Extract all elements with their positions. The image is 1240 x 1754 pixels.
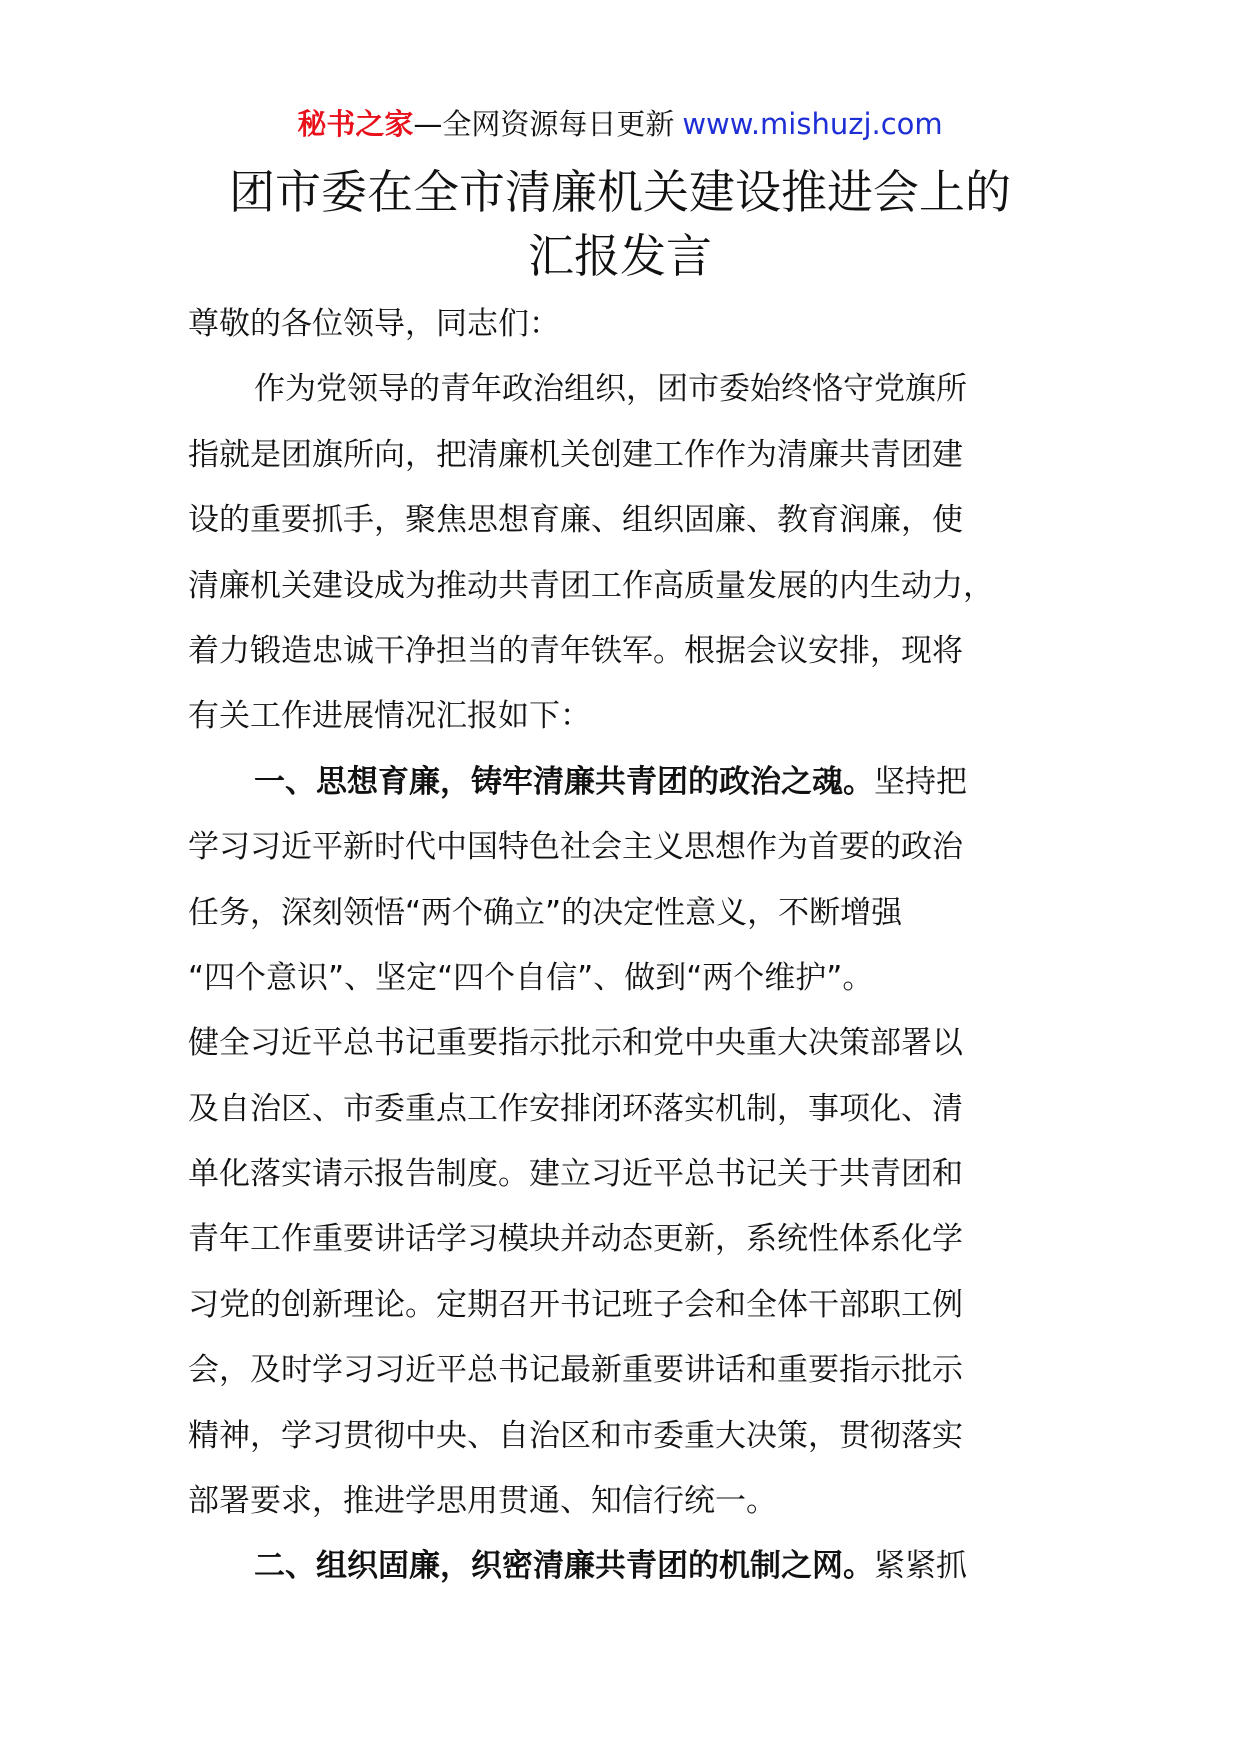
paragraph-line: 有关工作进展情况汇报如下：	[188, 698, 591, 735]
title-line-2: 汇报发言	[528, 229, 712, 283]
paragraph-line: 单化落实请示报告制度。建立习近平总书记关于共青团和	[188, 1156, 963, 1193]
section-1-first-line-rest: 坚持把	[874, 763, 967, 800]
section-1-heading: 一、思想育廉，铸牢清廉共青团的政治之魂。	[254, 763, 874, 800]
document-body	[188, 292, 1068, 1600]
paragraph-line: 习党的创新理论。定期召开书记班子会和全体干部职工例	[188, 1286, 963, 1323]
paragraph-line: 会，及时学习习近平总书记最新重要讲话和重要指示批示	[188, 1352, 963, 1389]
site-brand: 秘书之家	[297, 107, 414, 141]
paragraph-line: “四个意识”、坚定“四个自信”、做到“两个维护”。	[188, 959, 874, 996]
section-2-first-line-rest: 紧紧抓	[874, 1548, 967, 1585]
section-2-heading: 二、组织固廉，织密清廉共青团的机制之网。	[254, 1548, 874, 1585]
paragraph-line: 着力锻造忠诚干净担当的青年铁军。根据会议安排，现将	[188, 632, 963, 669]
paragraph-line: 作为党领导的青年政治组织，团市委始终恪守党旗所	[254, 371, 967, 408]
paragraph-line: 指就是团旗所向，把清廉机关创建工作作为清廉共青团建	[188, 436, 963, 473]
paragraph-line: 学习习近平新时代中国特色社会主义思想作为首要的政治	[188, 829, 963, 866]
salutation: 尊敬的各位领导，同志们：	[188, 306, 560, 342]
site-tagline: —全网资源每日更新	[413, 107, 675, 141]
section-2-first-line	[188, 1534, 1068, 1599]
paragraph-line: 健全习近平总书记重要指示批示和党中央重大决策部署以	[188, 1025, 963, 1062]
paragraph-line: 设的重要抓手，聚焦思想育廉、组织固廉、教育润廉，使	[188, 502, 963, 539]
paragraph-line: 任务，深刻领悟“两个确立”的决定性意义，不断增强	[188, 894, 903, 931]
site-header	[0, 102, 1240, 146]
paragraph-line: 青年工作重要讲话学习模块并动态更新，系统性体系化学	[188, 1221, 963, 1258]
paragraph-line: 精神，学习贯彻中央、自治区和市委重大决策，贯彻落实	[188, 1417, 963, 1454]
paragraph-line: 部署要求，推进学思用贯通、知信行统一。	[188, 1483, 777, 1520]
section-1-first-line	[188, 750, 1068, 815]
title-line-1: 团市委在全市清廉机关建设推进会上的	[229, 165, 1011, 219]
paragraph-line: 清廉机关建设成为推动共青团工作高质量发展的内生动力，	[188, 567, 994, 604]
site-url-link[interactable]: www.mishuzj.com	[682, 107, 943, 141]
paragraph-line: 及自治区、市委重点工作安排闭环落实机制，事项化、清	[188, 1090, 963, 1127]
document-title	[120, 160, 1120, 288]
